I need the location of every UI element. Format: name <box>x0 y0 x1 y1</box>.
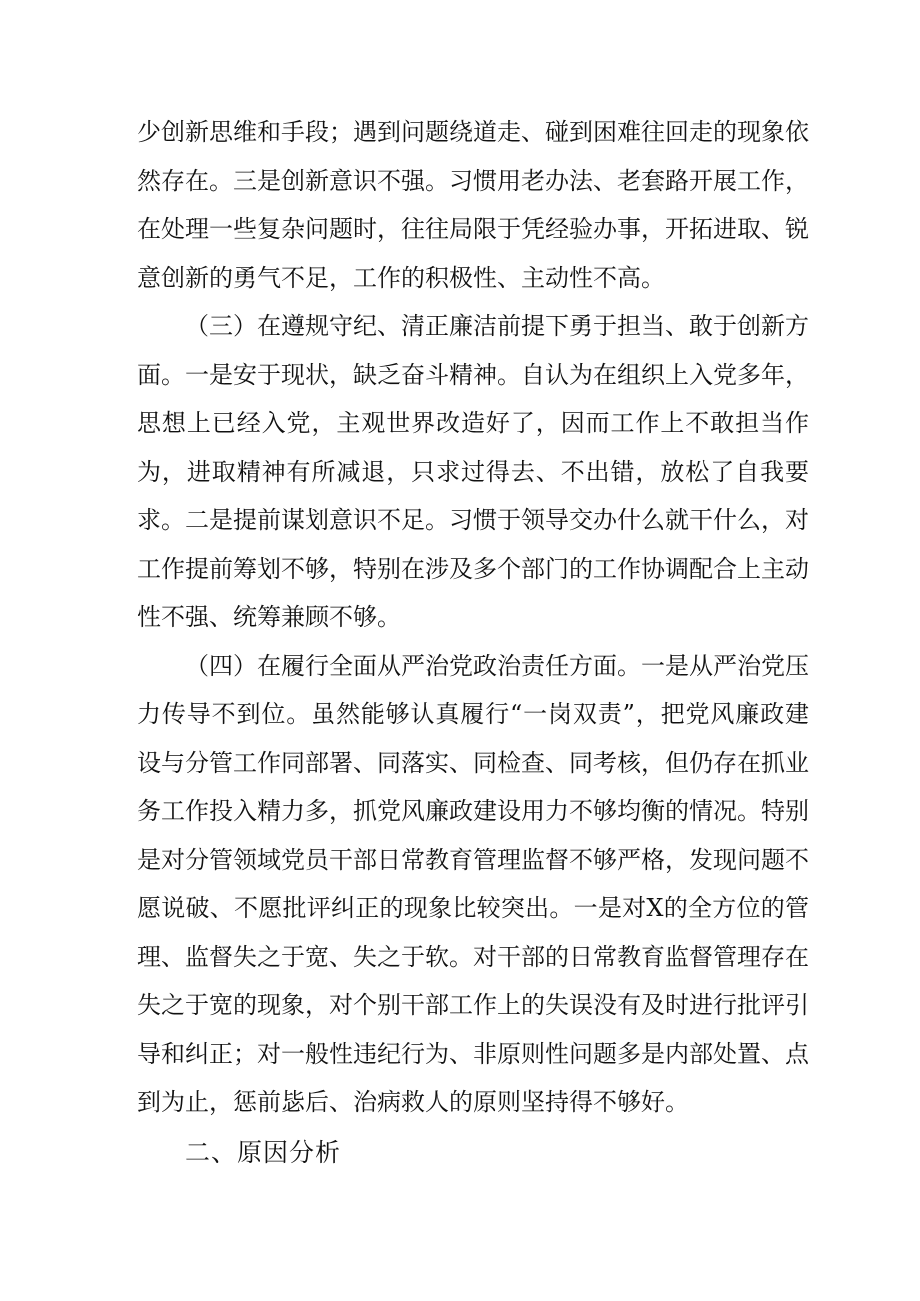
document-body <box>137 108 809 1179</box>
paragraph-section-four: （四）在履行全面从严治党政治责任方面。一是从严治党压力传导不到位。虽然能够认真履行“一岗双责”，把党风廉政建设与分管工作同部署、同落实、同检查、同考核，但仍存在抓业务工作投入精力多，抓党风廉政建设用力不够均衡的情况。特别是对分管领域党员干部日常教育管理监督不够严格，发现问题不愿说破、不愿批评纠正的现象比较突出。一是对X的全方位的管理、监督失之于宽、失之于软。对干部的日常教育监督管理存在失之于宽的现象，对个别干部工作上的失误没有及时进行批评引导和纠正；对一般性违纪行为、非原则性问题多是内部处置、点到为止，惩前毖后、治病救人的原则坚持得不够好。 <box>137 651 809 1116</box>
section-heading: 二、原因分析 <box>185 1137 342 1167</box>
paragraph-section-three: （三）在遵规守纪、清正廉洁前提下勇于担当、敢于创新方面。一是安于现状，缺乏奋斗精神。自认为在组织上入党多年，思想上已经入党，主观世界改造好了，因而工作上不敢担当作为，进取精神有所减退，只求过得去、不出错，放松了自我要求。二是提前谋划意识不足。习惯于领导交办什么就干什么，对工作提前筹划不够，特别在涉及多个部门的工作协调配合上主动性不强、统筹兼顾不够。 <box>137 312 809 631</box>
paragraph-continuation: 少创新思维和手段；遇到问题绕道走、碰到困难往回走的现象依然存在。三是创新意识不强。习惯用老办法、老套路开展工作，在处理一些复杂问题时，往往局限于凭经验办事，开拓进取、锐意创新的勇气不足，工作的积极性、主动性不高。 <box>137 118 809 292</box>
